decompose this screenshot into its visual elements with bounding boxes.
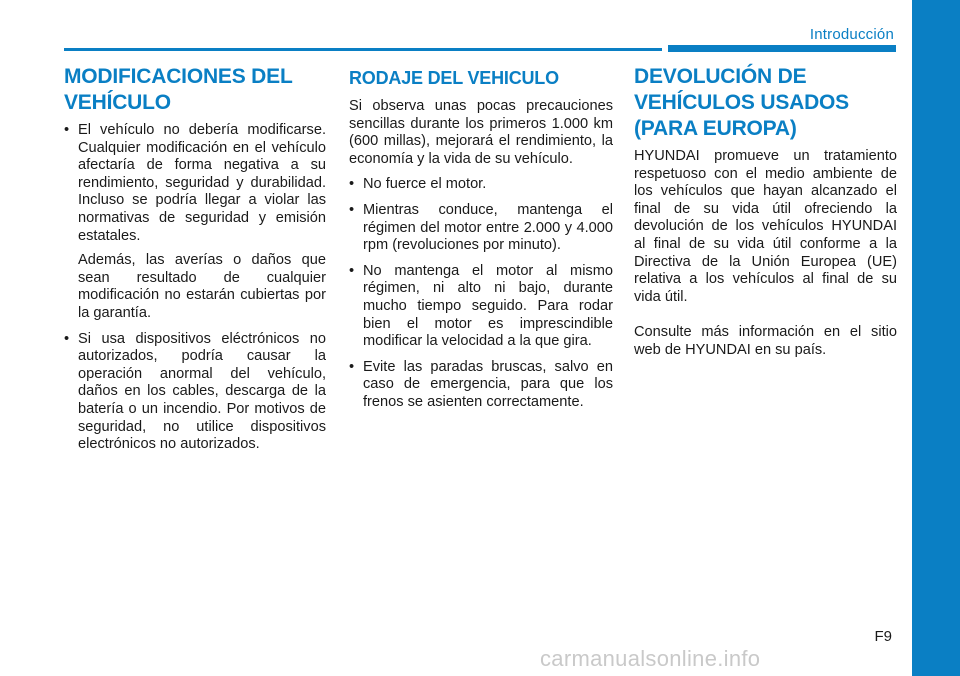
column-devolucion <box>634 64 897 368</box>
column-rodaje <box>349 64 613 420</box>
header-rule <box>64 48 662 51</box>
heading-rodaje: RODAJE DEL VEHICULO <box>349 68 559 88</box>
list-item <box>349 202 613 255</box>
page-number: F9 <box>874 628 892 645</box>
devolucion-paragraph-more-info: Consulte más información en el sitio web de HYUNDAI en su país. <box>634 324 897 358</box>
bullet-icon: • <box>349 358 355 375</box>
watermark: carmanualsonline.info <box>540 646 761 671</box>
rodaje-intro: Si observa unas pocas precauciones sencillas durante los primeros 1.000 km (600 millas), mejorará el rendimiento, la economía y la vida de su vehículo. <box>349 98 613 167</box>
bullet-icon: • <box>349 176 355 193</box>
list-item-text: No mantenga el motor al mismo régimen, ni alto ni bajo, durante mucho tiempo seguido. Para rodar bien el motor es imprescindible modificar la velocidad a la que gira. <box>363 262 613 350</box>
list-item-text: Evite las paradas bruscas, salvo en caso de emergencia, para que los frenos se asienten correctamente. <box>363 358 613 410</box>
chapter-side-tab <box>912 0 960 676</box>
devolucion-paragraph: HYUNDAI promueve un tratamiento respetuoso con el medio ambiente de los vehículos que hayan alcanzado el final de su vida útil ofreciendo la devolución de los vehículos HYUNDAI al final de su vida útil conforme a la Directiva de la Unión Europea (UE) relativa a los vehículos al final de su vida útil. <box>634 148 897 305</box>
bullet-icon: • <box>349 201 355 218</box>
list-item <box>349 359 613 412</box>
bullet-icon: • <box>64 330 70 347</box>
list-item-text: El vehículo no debería modificarse. Cualquier modificación en el vehículo afectaría de forma negativa a su rendimiento, seguridad y durabilidad. Incluso se podría llegar a violar las normativas de seguridad y emisión estatales. <box>78 122 326 244</box>
list-item-text: Mientras conduce, mantenga el régimen del motor entre 2.000 y 4.000 rpm (revoluciones por minuto). <box>363 201 613 254</box>
list-item-subparagraph: Además, las averías o daños que sean resultado de cualquier modificación no estarán cubiertas por la garantía. <box>78 252 326 321</box>
bullet-icon: • <box>64 122 70 138</box>
heading-devolucion: DEVOLUCIÓN DE VEHÍCULOS USADOS (PARA EUROPA) <box>634 65 849 140</box>
list-item-text: Si usa dispositivos eléctrónicos no autorizados, podría causar la operación anormal del vehículo, daños en los cables, descarga de la batería o un incendio. Por motivos de seguridad, no utilice dispositivos electrónicos no autorizados. <box>78 330 326 453</box>
list-item-text: No fuerce el motor. <box>363 176 487 193</box>
list-modificaciones <box>64 122 326 454</box>
list-item <box>349 263 613 351</box>
list-item <box>349 176 613 194</box>
column-modificaciones <box>64 64 326 462</box>
list-item <box>64 331 326 454</box>
list-rodaje <box>349 176 613 411</box>
bullet-icon: • <box>349 262 355 279</box>
heading-modificaciones: MODIFICACIONES DEL VEHÍCULO <box>64 65 293 114</box>
header-rule-accent <box>668 45 896 52</box>
section-label: Introducción <box>809 26 894 43</box>
list-item <box>64 122 326 323</box>
